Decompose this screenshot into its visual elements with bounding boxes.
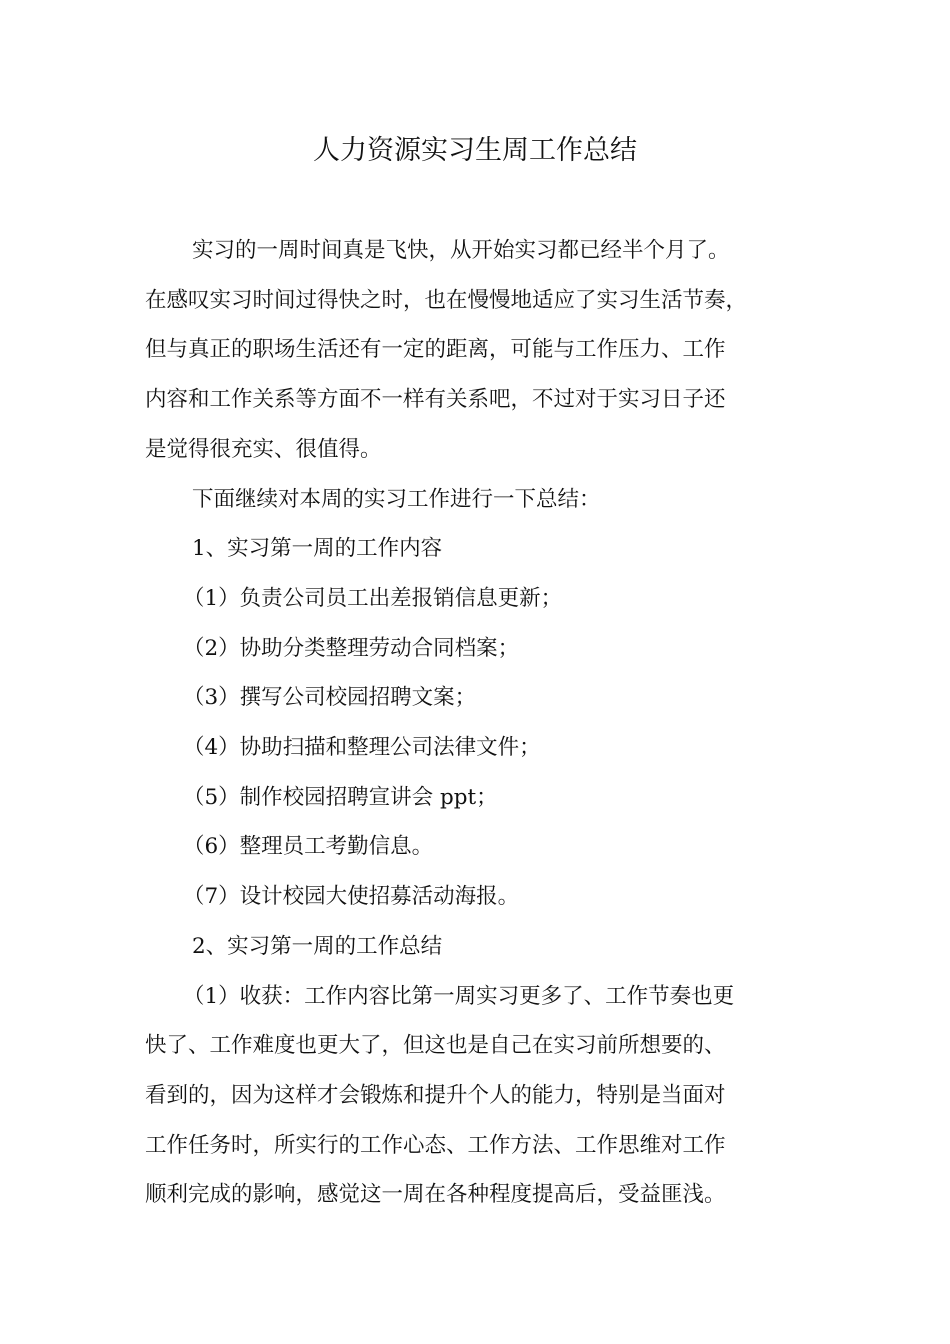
list-item: （6）整理员工考勤信息。 [183,834,434,860]
paragraph-line: （1）收获：工作内容比第一周实习更多了、工作节奏也更 [183,983,735,1009]
paragraph-line: 看到的，因为这样才会锻炼和提升个人的能力，特别是当面对 [145,1082,726,1108]
list-item: （5）制作校园招聘宣讲会 ppt； [183,784,498,810]
document-body [145,226,825,1220]
section-heading: 1、实习第一周的工作内容 [192,536,443,562]
paragraph-line: 快了、工作难度也更大了，但这也是自己在实习前所想要的、 [145,1033,726,1059]
list-item: （7）设计校园大使招募活动海报。 [183,884,520,910]
paragraph-line: 但与真正的职场生活还有一定的距离，可能与工作压力、工作 [145,337,726,363]
paragraph-line: 是觉得很充实、很值得。 [145,436,382,462]
paragraph-line: 工作任务时，所实行的工作心态、工作方法、工作思维对工作 [145,1132,726,1158]
paragraph-line: 在感叹实习时间过得快之时，也在慢慢地适应了实习生活节奏， [145,287,748,313]
list-item: （2）协助分类整理劳动合同档案； [183,635,520,661]
paragraph-line: 下面继续对本周的实习工作进行一下总结： [192,486,601,512]
section-heading: 2、实习第一周的工作总结 [192,933,443,959]
paragraph-line: 顺利完成的影响，感觉这一周在各种程度提高后，受益匪浅。 [145,1182,726,1208]
list-item: （3）撰写公司校园招聘文案； [183,685,477,711]
list-item: （1）负责公司员工出差报销信息更新； [183,585,563,611]
document-title: 人力资源实习生周工作总结 [313,135,637,166]
list-item: （4）协助扫描和整理公司法律文件； [183,735,541,761]
paragraph-line: 内容和工作关系等方面不一样有关系吧，不过对于实习日子还 [145,387,726,413]
paragraph-line: 实习的一周时间真是飞快，从开始实习都已经半个月了。 [192,238,730,263]
